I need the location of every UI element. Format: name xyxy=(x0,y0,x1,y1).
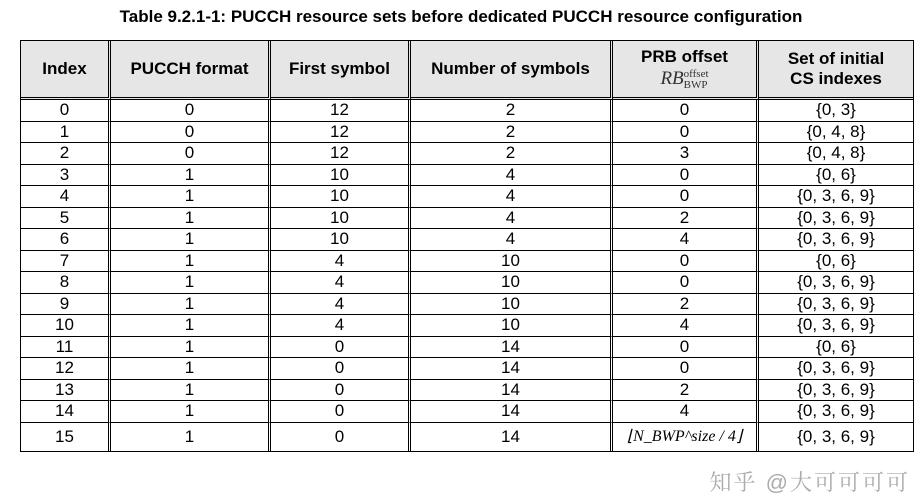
cell-cs-indexes: {0, 3, 6, 9} xyxy=(797,426,875,446)
cell-pucch-format: 0 xyxy=(111,143,271,165)
cell-first-symbol: 0 xyxy=(271,380,411,402)
cell-prb-offset: 4 xyxy=(613,315,759,337)
cell-prb-offset: 2 xyxy=(613,380,759,402)
table-row xyxy=(21,122,913,144)
table-row xyxy=(21,380,913,402)
prb-offset-symbol xyxy=(660,67,708,91)
table-row xyxy=(21,423,913,451)
cell-prb-offset: 3 xyxy=(613,143,759,165)
cell-first-symbol: 12 xyxy=(271,122,411,144)
table-row xyxy=(21,165,913,187)
cell-pucch-format: 1 xyxy=(111,251,271,273)
pucch-resource-table xyxy=(20,40,914,452)
cell-cs-indexes: {0, 3, 6, 9} xyxy=(759,208,913,230)
cell-cs-indexes: {0, 3, 6, 9} xyxy=(759,315,913,337)
cell-cs-indexes: {0, 4, 8} xyxy=(759,122,913,144)
cell-pucch-format: 1 xyxy=(111,165,271,187)
cell-pucch-format: 1 xyxy=(111,186,271,208)
cell-prb-offset: 4 xyxy=(613,229,759,251)
table-row xyxy=(21,251,913,273)
cell-pucch-format: 1 xyxy=(111,315,271,337)
cell-number-of-symbols: 2 xyxy=(411,100,613,122)
cell-first-symbol: 0 xyxy=(271,423,411,451)
cell-index: 1 xyxy=(21,122,111,144)
cell-first-symbol: 0 xyxy=(271,358,411,380)
cell-number-of-symbols: 4 xyxy=(411,165,613,187)
cell-number-of-symbols: 14 xyxy=(411,423,613,451)
table-title: Table 9.2.1-1: PUCCH resource sets before dedicated PUCCH resource configuration xyxy=(119,7,803,26)
cell-number-of-symbols: 4 xyxy=(411,186,613,208)
cell-index: 10 xyxy=(21,315,111,337)
cell-index: 12 xyxy=(21,358,111,380)
cs-header-line2: CS indexes xyxy=(790,69,882,88)
table-row xyxy=(21,100,913,122)
header-row xyxy=(21,41,913,100)
cell-cs-indexes: {0, 3} xyxy=(759,100,913,122)
cell-index: 8 xyxy=(21,272,111,294)
header-prb-offset xyxy=(613,41,759,100)
watermark: 知乎 @大可可可可 xyxy=(709,470,910,495)
cell-index: 15 xyxy=(21,423,111,451)
cell-number-of-symbols: 10 xyxy=(411,294,613,316)
cell-prb-offset: 4 xyxy=(613,401,759,423)
cell-index: 5 xyxy=(21,208,111,230)
cell-number-of-symbols: 10 xyxy=(411,272,613,294)
prb-offset-label: PRB offset xyxy=(641,47,728,66)
cell-cs-indexes: {0, 3, 6, 9} xyxy=(759,380,913,402)
table-row xyxy=(21,358,913,380)
cell-cs-indexes: {0, 4, 8} xyxy=(759,143,913,165)
cell-first-symbol: 12 xyxy=(271,100,411,122)
cell-number-of-symbols: 14 xyxy=(411,380,613,402)
cell-pucch-format: 0 xyxy=(111,100,271,122)
cell-pucch-format: 1 xyxy=(111,208,271,230)
cell-prb-offset: 0 xyxy=(613,251,759,273)
cell-pucch-format: 1 xyxy=(111,294,271,316)
cell-number-of-symbols: 2 xyxy=(411,143,613,165)
cell-first-symbol: 4 xyxy=(271,315,411,337)
cell-number-of-symbols: 4 xyxy=(411,208,613,230)
cell-first-symbol: 10 xyxy=(271,208,411,230)
cs-header-line1: Set of initial xyxy=(787,49,885,68)
cell-prb-offset: 0 xyxy=(613,337,759,359)
cell-pucch-format: 1 xyxy=(111,272,271,294)
cell-prb-offset: 0 xyxy=(613,358,759,380)
cell-index: 9 xyxy=(21,294,111,316)
symbol-scripts xyxy=(684,69,709,91)
cell-number-of-symbols: 14 xyxy=(411,337,613,359)
cell-number-of-symbols: 14 xyxy=(411,401,613,423)
cell-cs-indexes: {0, 6} xyxy=(759,165,913,187)
cell-cs-indexes: {0, 3, 6, 9} xyxy=(759,358,913,380)
cell-first-symbol: 4 xyxy=(271,294,411,316)
cell-first-symbol: 4 xyxy=(271,251,411,273)
cell-number-of-symbols: 10 xyxy=(411,251,613,273)
symbol-sup: offset xyxy=(683,67,709,80)
cell-first-symbol: 12 xyxy=(271,143,411,165)
table-row xyxy=(21,143,913,165)
table-row xyxy=(21,272,913,294)
cell-prb-offset: 0 xyxy=(613,272,759,294)
cell-index: 7 xyxy=(21,251,111,273)
cell-first-symbol: 10 xyxy=(271,165,411,187)
table-row xyxy=(21,186,913,208)
cell-index: 4 xyxy=(21,186,111,208)
cell-index: 2 xyxy=(21,143,111,165)
cell-pucch-format: 1 xyxy=(111,337,271,359)
symbol-base: RB xyxy=(660,68,684,89)
cell-number-of-symbols: 4 xyxy=(411,229,613,251)
header-first-symbol: First symbol xyxy=(271,41,411,100)
cell-pucch-format: 0 xyxy=(111,122,271,144)
cell-first-symbol: 0 xyxy=(271,401,411,423)
cell-prb-offset: 0 xyxy=(613,165,759,187)
cell-cs-indexes: {0, 3, 6, 9} xyxy=(759,272,913,294)
cell-cs-indexes: {0, 6} xyxy=(759,337,913,359)
cell-prb-offset: ⌊N_BWP^size / 4⌋ xyxy=(613,423,759,451)
cell-number-of-symbols: 14 xyxy=(411,358,613,380)
cell-prb-offset: 0 xyxy=(613,100,759,122)
header-cs-indexes xyxy=(759,41,913,100)
cell-pucch-format: 1 xyxy=(111,358,271,380)
cell-first-symbol: 4 xyxy=(271,272,411,294)
table-row xyxy=(21,401,913,423)
cell-cs-indexes: {0, 3, 6, 9} xyxy=(759,401,913,423)
cell-pucch-format: 1 xyxy=(111,229,271,251)
header-number-of-symbols: Number of symbols xyxy=(411,41,613,100)
cell-prb-offset: 0 xyxy=(613,186,759,208)
cell-cs-indexes: {0, 3, 6, 9} xyxy=(759,294,913,316)
cell-cs-indexes: {0, 3, 6, 9} xyxy=(759,229,913,251)
cell-pucch-format: 1 xyxy=(111,380,271,402)
cell-first-symbol: 10 xyxy=(271,229,411,251)
cell-prb-offset: 2 xyxy=(613,294,759,316)
cell-first-symbol: 10 xyxy=(271,186,411,208)
cell-index: 13 xyxy=(21,380,111,402)
table-row xyxy=(21,337,913,359)
cell-index: 3 xyxy=(21,165,111,187)
table-row xyxy=(21,208,913,230)
cell-number-of-symbols: 10 xyxy=(411,315,613,337)
cell-index: 14 xyxy=(21,401,111,423)
cell-prb-offset: 0 xyxy=(613,122,759,144)
cell-first-symbol: 0 xyxy=(271,337,411,359)
cell-pucch-format: 1 xyxy=(111,423,271,451)
cell-number-of-symbols: 2 xyxy=(411,122,613,144)
table-row xyxy=(21,294,913,316)
cell-cs-indexes: {0, 6} xyxy=(759,251,913,273)
header-pucch-format: PUCCH format xyxy=(111,41,271,100)
table-row xyxy=(21,229,913,251)
cell-index: 11 xyxy=(21,337,111,359)
cell-cs-indexes: {0, 3, 6, 9} xyxy=(759,186,913,208)
cell-prb-offset: 2 xyxy=(613,208,759,230)
table-row xyxy=(21,315,913,337)
cell-index: 0 xyxy=(21,100,111,122)
symbol-sub: BWP xyxy=(683,78,708,91)
cell-pucch-format: 1 xyxy=(111,401,271,423)
cell-index: 6 xyxy=(21,229,111,251)
header-index: Index xyxy=(21,41,111,100)
